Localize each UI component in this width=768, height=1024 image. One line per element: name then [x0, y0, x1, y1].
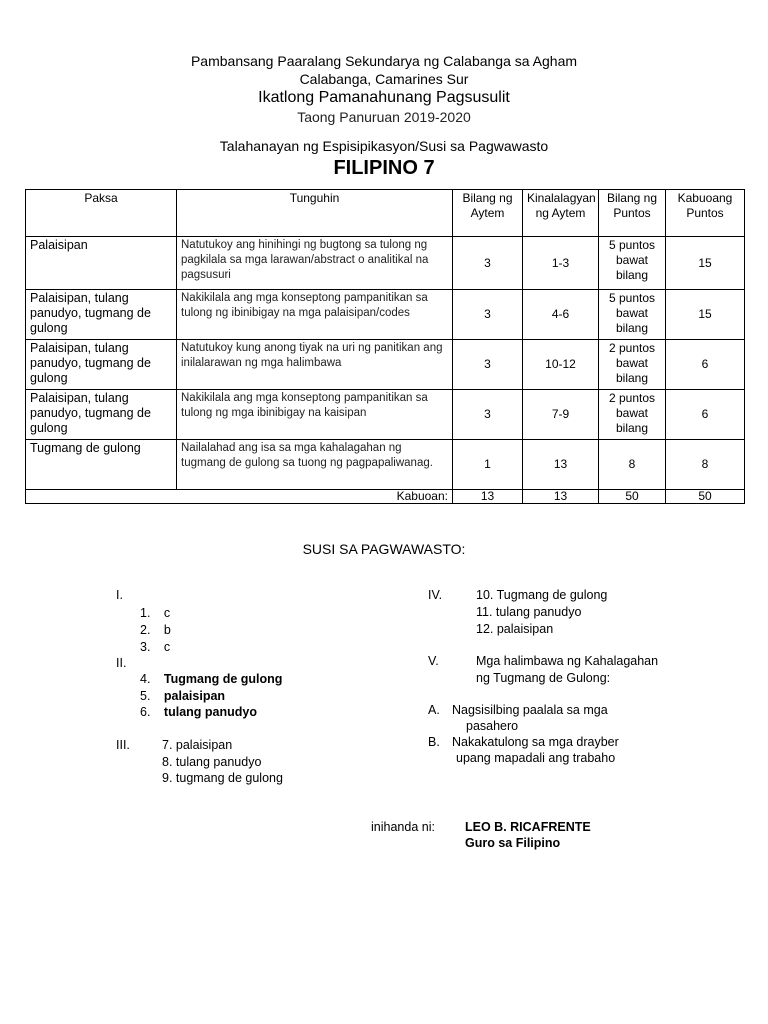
answer-item: 11. tulang panudyo: [476, 605, 582, 619]
answer-text: Tugmang de gulong: [163, 672, 283, 686]
part-v-heading-cont: ng Tugmang de Gulong:: [476, 671, 611, 685]
header-tunguhin: Tunguhin: [177, 190, 453, 237]
answer-number: 5.: [140, 689, 151, 703]
cell-puntos: 2 puntos bawat bilang: [599, 340, 666, 390]
header-bilang: Bilang ng Aytem: [453, 190, 523, 237]
cell-bilang: 3: [453, 290, 523, 340]
answer-number: 2.: [140, 623, 151, 637]
cell-kabuoan: 6: [666, 390, 745, 440]
cell-kinalalagyan: 13: [523, 440, 599, 490]
answer-number: 6.: [140, 705, 151, 719]
example-b-letter: B.: [428, 735, 440, 749]
cell-bilang: 1: [453, 440, 523, 490]
cell-kabuoan: 15: [666, 237, 745, 290]
answer-item: 8. tulang panudyo: [162, 755, 262, 769]
school-location: Calabanga, Camarines Sur: [299, 71, 469, 87]
part-v-numeral: V.: [428, 654, 439, 668]
cell-puntos: 5 puntos bawat bilang: [599, 237, 666, 290]
school-year: Taong Panuruan 2019-2020: [297, 109, 471, 125]
answer-item: [140, 672, 282, 686]
table-row: [26, 290, 745, 340]
total-bilang: 13: [453, 490, 523, 504]
cell-bilang: 3: [453, 340, 523, 390]
part-i-numeral: I.: [116, 588, 123, 602]
cell-paksa: Palaisipan: [26, 237, 177, 290]
answer-item: [140, 606, 170, 620]
cell-puntos: 5 puntos bawat bilang: [599, 290, 666, 340]
example-b-text-cont: upang mapadali ang trabaho: [456, 751, 616, 765]
specification-table: [25, 189, 745, 504]
example-b-text: Nakakatulong sa mga drayber: [452, 735, 619, 749]
example-a-text-cont: pasahero: [466, 719, 519, 733]
subject-title: FILIPINO 7: [333, 157, 435, 179]
cell-tunguhin: Nakikilala ang mga konseptong pampanitikan sa tulong ng ibinibigay na mga palaisipan/codes: [177, 290, 453, 340]
prepared-by-label: inihanda ni:: [371, 820, 435, 834]
preparer-position: Guro sa Filipino: [465, 836, 561, 850]
answer-item: [140, 623, 171, 637]
answer-item: [140, 689, 225, 703]
part-v-heading: Mga halimbawa ng Kahalagahan: [476, 654, 659, 668]
total-puntos: 50: [599, 490, 666, 504]
cell-kinalalagyan: 10-12: [523, 340, 599, 390]
answer-item: 10. Tugmang de gulong: [476, 588, 608, 602]
header-kinalalagyan: Kinalalagyan ng Aytem: [523, 190, 599, 237]
table-row: [26, 390, 745, 440]
example-a-text: Nagsisilbing paalala sa mga: [452, 703, 608, 717]
example-a-letter: A.: [428, 703, 440, 717]
answer-text: c: [163, 606, 171, 620]
table-header-row: [26, 190, 745, 237]
answer-item: 9. tugmang de gulong: [162, 771, 283, 785]
header-puntos: Bilang ng Puntos: [599, 190, 666, 237]
table-row: [26, 440, 745, 490]
cell-kinalalagyan: 7-9: [523, 390, 599, 440]
total-label: Kabuoan:: [26, 490, 453, 504]
preparer-name: LEO B. RICAFRENTE: [465, 820, 591, 834]
answer-text: tulang panudyo: [163, 705, 257, 719]
table-title: Talahanayan ng Espisipikasyon/Susi sa Pagwawasto: [219, 138, 549, 154]
header-kabuoan: Kabuoang Puntos: [666, 190, 745, 237]
cell-tunguhin: Nakikilala ang mga konseptong pampanitikan sa tulong ng mga ibinibigay na kaisipan: [177, 390, 453, 440]
answer-item: [140, 640, 170, 654]
answer-text: palaisipan: [163, 689, 226, 703]
cell-kinalalagyan: 4-6: [523, 290, 599, 340]
exam-title: Ikatlong Pamanahunang Pagsusulit: [258, 89, 510, 106]
answer-key-title: SUSI SA PAGWAWASTO:: [302, 541, 466, 557]
answer-text: c: [163, 640, 171, 654]
answer-item: 12. palaisipan: [476, 622, 554, 636]
cell-paksa: Tugmang de gulong: [26, 440, 177, 490]
cell-kabuoan: 8: [666, 440, 745, 490]
cell-paksa: Palaisipan, tulang panudyo, tugmang de gulong: [26, 340, 177, 390]
school-name: Pambansang Paaralang Sekundarya ng Calabanga sa Agham: [190, 53, 578, 69]
cell-bilang: 3: [453, 237, 523, 290]
answer-number: 1.: [140, 606, 151, 620]
part-iii-numeral: III.: [116, 738, 130, 752]
cell-puntos: 2 puntos bawat bilang: [599, 390, 666, 440]
cell-kinalalagyan: 1-3: [523, 237, 599, 290]
cell-kabuoan: 6: [666, 340, 745, 390]
table-row: [26, 237, 745, 290]
cell-kabuoan: 15: [666, 290, 745, 340]
answer-item: [140, 705, 257, 719]
answer-item: 7. palaisipan: [162, 738, 233, 752]
cell-paksa: Palaisipan, tulang panudyo, tugmang de gulong: [26, 390, 177, 440]
cell-tunguhin: Nailalahad ang isa sa mga kahalagahan ng tugmang de gulong sa tuong ng pagpapaliwanag.: [177, 440, 453, 490]
cell-puntos: 8: [599, 440, 666, 490]
table-row: [26, 340, 745, 390]
part-ii-numeral: II.: [116, 656, 127, 670]
part-iv-numeral: IV.: [428, 588, 443, 602]
answer-number: 3.: [140, 640, 151, 654]
answer-number: 4.: [140, 672, 151, 686]
table-total-row: [26, 490, 745, 504]
total-kinalalagyan: 13: [523, 490, 599, 504]
cell-paksa: Palaisipan, tulang panudyo, tugmang de gulong: [26, 290, 177, 340]
cell-tunguhin: Natutukoy ang hinihingi ng bugtong sa tulong ng pagkilala sa mga larawan/abstract o analitikal na pagsusuri: [177, 237, 453, 290]
answer-text: b: [163, 623, 171, 637]
cell-bilang: 3: [453, 390, 523, 440]
header-paksa: Paksa: [26, 190, 177, 237]
cell-tunguhin: Natutukoy kung anong tiyak na uri ng panitikan ang inilalarawan ng mga halimbawa: [177, 340, 453, 390]
total-kabuoan: 50: [666, 490, 745, 504]
